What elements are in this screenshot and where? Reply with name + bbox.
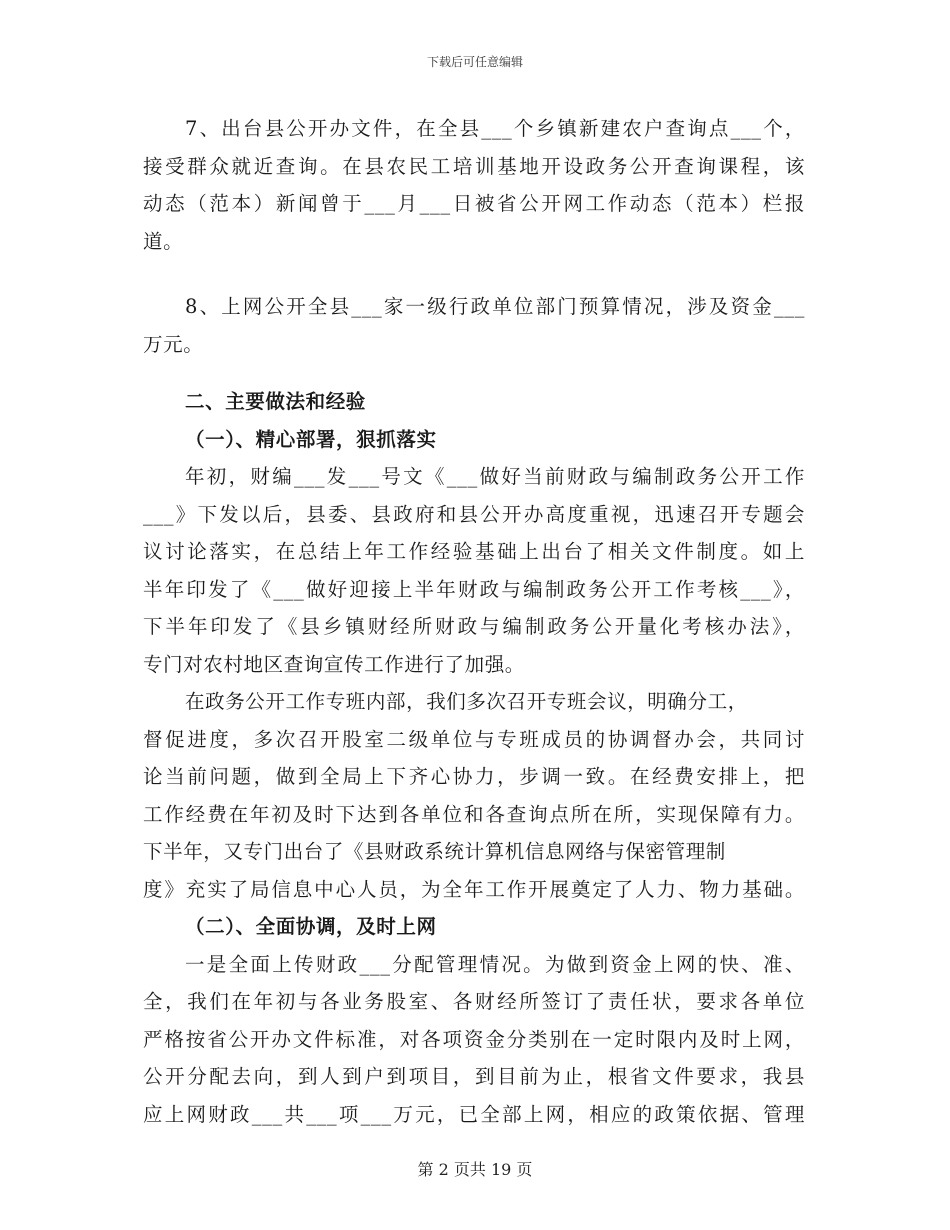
text-line: 严格按省公开办文件标准，对各项资金分类别在一定时限内及时上网， — [143, 1027, 805, 1051]
text-line: 动态（范本）新闻曾于___月___日被省公开网工作动态（范本）栏报 — [143, 192, 805, 215]
text-line: 工作经费在年初及时下达到各单位和各查询点所在所，实现保障有力。 — [143, 802, 805, 826]
text-line: 下半年，又专门出台了《县财政系统计算机信息网络与保密管理制 — [143, 840, 726, 863]
text-line: 论当前问题，做到全局上下齐心协力，步调一致。在经费安排上，把 — [143, 765, 805, 788]
page-header: 下载后可任意编辑 — [426, 55, 523, 69]
section-heading: （二）、全面协调，及时上网 — [185, 915, 437, 938]
text-line: 度》充实了局信息中心人员，为全年工作开展奠定了人力、物力基础。 — [143, 877, 805, 901]
text-line: 8、上网公开全县___家一级行政单位部门预算情况，涉及资金___ — [185, 295, 805, 318]
document-body — [143, 110, 805, 1133]
text-line: 万元。 — [143, 332, 204, 356]
section-heading: 二、主要做法和经验 — [185, 390, 366, 413]
page-number: 第 2 页共 19 页 — [417, 1160, 533, 1179]
text-line: 道。 — [143, 229, 184, 253]
section-heading: （一）、精心部署，狠抓落实 — [185, 427, 437, 451]
text-line: 一是全面上传财政___分配管理情况。为做到资金上网的快、准、 — [185, 952, 805, 976]
text-line: 应上网财政___共___项___万元，已全部上网，相应的政策依据、管理 — [143, 1102, 805, 1126]
text-line: 公开分配去向，到人到户到项目，到目前为止，根省文件要求，我县 — [143, 1065, 805, 1088]
text-line: 接受群众就近查询。在县农民工培训基地开设政务公开查询课程，该 — [143, 154, 805, 178]
text-line: 在政务公开工作专班内部，我们多次召开专班会议，明确分工， — [185, 690, 748, 713]
text-line: 下半年印发了《县乡镇财经所财政与编制政务公开量化考核办法》， — [143, 615, 805, 638]
text-line: 年初，财编___发___号文《___做好当前财政与编制政务公开工作 — [185, 465, 805, 488]
text-line: 专门对农村地区查询宣传工作进行了加强。 — [143, 652, 525, 676]
text-line: ___》下发以后，县委、县政府和县公开办高度重视，迅速召开专题会 — [143, 502, 805, 526]
text-line: 全，我们在年初与各业务股室、各财经所签订了责任状，要求各单位 — [143, 990, 805, 1013]
text-line: 半年印发了《___做好迎接上半年财政与编制政务公开工作考核___》， — [143, 577, 805, 601]
text-line: 7、出台县公开办文件，在全县___个乡镇新建农户查询点___个， — [185, 117, 805, 140]
text-line: 议讨论落实，在总结上年工作经验基础上出台了相关文件制度。如上 — [143, 540, 805, 563]
text-line: 督促进度，多次召开股室二级单位与专班成员的协调督办会，共同讨 — [143, 727, 805, 751]
